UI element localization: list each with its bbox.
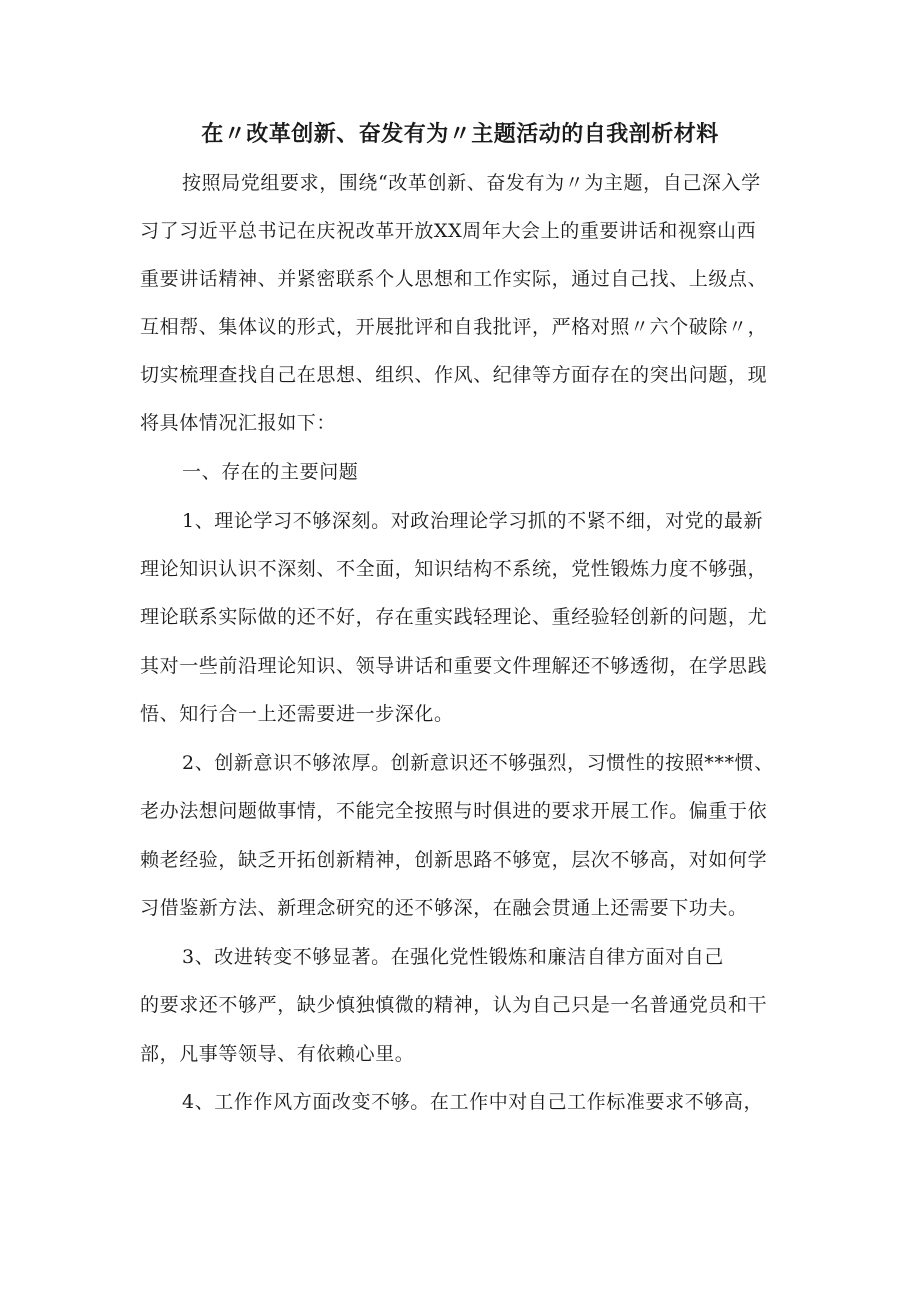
text-line: 部，凡事等领导、有依赖心里。 — [140, 1043, 415, 1065]
text-line: 理论联系实际做的还不好，存在重实践轻理论、重经验轻创新的问题，尤 — [140, 606, 768, 628]
text-line: 习借鉴新方法、新理念研究的还不够深，在融会贯通上还需要下功夫。 — [140, 897, 748, 919]
text-line: 将具体情况汇报如下： — [140, 412, 337, 434]
text-line: 互相帮、集体议的形式，开展批评和自我批评，严格对照〃六个破除〃， — [140, 316, 768, 338]
document-title: 在〃改革创新、奋发有为〃主题活动的自我剖析材料 — [201, 122, 719, 147]
section-heading: 一、存在的主要问题 — [182, 461, 359, 483]
text-line: 4、工作作风方面改变不够。在工作中对自己工作标准要求不够高， — [182, 1091, 764, 1113]
text-line: 1、理论学习不够深刻。对政治理论学习抓的不紧不细，对党的最新 — [182, 510, 764, 532]
text-line: 理论知识认识不深刻、不全面，知识结构不系统，党性锻炼力度不够强， — [140, 558, 768, 580]
text-line: 其对一些前沿理论知识、领导讲话和重要文件理解还不够透彻，在学思践 — [140, 655, 768, 677]
text-line: 2、创新意识不够浓厚。创新意识还不够强烈，习惯性的按照***惯、 — [182, 752, 774, 774]
text-line: 切实梳理查找自己在思想、组织、作风、纪律等方面存在的突出问题，现 — [140, 364, 768, 386]
text-line: 3、改进转变不够显著。在强化党性锻炼和廉洁自律方面对自己 — [182, 946, 724, 968]
text-line: 按照局党组要求，围绕“改革创新、奋发有为〃为主题，自己深入学 — [182, 172, 761, 194]
text-line: 习了习近平总书记在庆祝改革开放XX周年大会上的重要讲话和视察山西 — [140, 220, 757, 242]
text-line: 悟、知行合一上还需要进一步深化。 — [140, 703, 454, 725]
text-line: 赖老经验，缺乏开拓创新精神，创新思路不够宽，层次不够高，对如何学 — [140, 849, 768, 871]
text-line: 的要求还不够严，缺少慎独慎微的精神，认为自己只是一名普通党员和干 — [140, 994, 768, 1016]
text-line: 老办法想问题做事情，不能完全按照与时俱进的要求开展工作。偏重于依 — [140, 800, 768, 822]
text-line: 重要讲话精神、并紧密联系个人思想和工作实际，通过自己找、上级点、 — [140, 268, 768, 290]
